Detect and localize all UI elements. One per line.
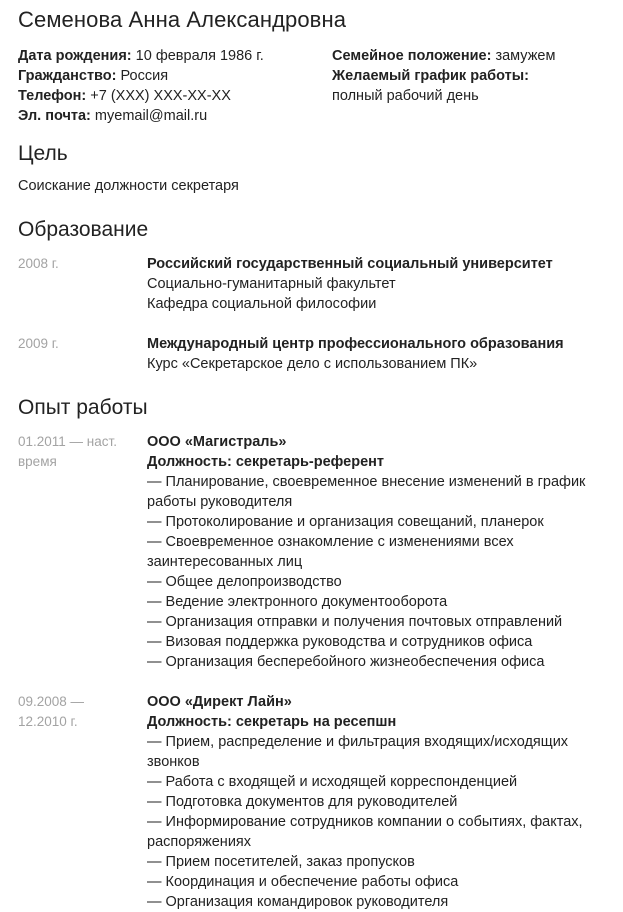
duty-line: — Работа с входящей и исходящей корреспонденцией	[147, 774, 518, 790]
work-period-end: 12.2010 г.	[18, 714, 78, 729]
schedule-value: полный рабочий день	[332, 88, 479, 104]
marital-value: замужем	[495, 48, 556, 64]
citizenship-label: Гражданство:	[18, 68, 117, 84]
duty-line: заинтересованных лиц	[147, 554, 303, 570]
duty-line: — Планирование, своевременное внесение изменений в график	[147, 474, 586, 490]
schedule-row	[332, 66, 622, 86]
education-year: 2009 г.	[18, 336, 59, 351]
email-row	[18, 106, 332, 126]
schedule-label: Желаемый график работы:	[332, 68, 529, 84]
company-name: ООО «Директ Лайн»	[147, 694, 292, 710]
personal-info-right	[332, 46, 622, 126]
duty-line: — Организация командировок руководителя	[147, 894, 449, 910]
full-name: Семенова Анна Александровна	[18, 7, 347, 32]
personal-info-left	[18, 46, 332, 126]
duty-line: работы руководителя	[147, 494, 293, 510]
duty-line: — Подготовка документов для руководителей	[147, 794, 458, 810]
work-period-end: время	[18, 454, 57, 469]
education-line: Кафедра социальной философии	[147, 296, 377, 312]
institution-name: Международный центр профессионального образования	[147, 336, 564, 352]
work-details	[147, 432, 607, 672]
work-period	[18, 432, 147, 672]
marital-row	[332, 46, 622, 66]
citizenship-value: Россия	[120, 68, 169, 84]
birth-date-label: Дата рождения:	[18, 48, 132, 64]
duty-line: звонков	[147, 754, 200, 770]
institution-name: Российский государственный социальный университет	[147, 256, 553, 272]
work-heading: Опыт работы	[18, 396, 148, 419]
phone-row	[18, 86, 332, 106]
education-year: 2008 г.	[18, 256, 59, 271]
duty-line: — Организация отправки и получения почтовых отправлений	[147, 614, 563, 630]
work-entry	[18, 692, 623, 912]
position-title: Должность: секретарь на ресепшн	[147, 714, 397, 730]
phone-value: +7 (XXX) XXX-XX-XX	[90, 88, 231, 104]
duty-line: — Визовая поддержка руководства и сотрудников офиса	[147, 634, 533, 650]
duty-line: — Организация бесперебойного жизнеобеспечения офиса	[147, 654, 545, 670]
work-period-start: 01.2011 — наст.	[18, 434, 117, 449]
education-details	[147, 254, 607, 314]
education-details	[147, 334, 607, 374]
company-name: ООО «Магистраль»	[147, 434, 287, 450]
education-line: Социально-гуманитарный факультет	[147, 276, 396, 292]
position-title: Должность: секретарь-референт	[147, 454, 384, 470]
education-entry	[18, 254, 623, 314]
duty-line: — Координация и обеспечение работы офиса	[147, 874, 459, 890]
email-label: Эл. почта:	[18, 108, 91, 124]
email-value: myemail@mail.ru	[94, 108, 208, 124]
duty-line: — Информирование сотрудников компании о событиях, фактах,	[147, 814, 583, 830]
duty-line: — Общее делопроизводство	[147, 574, 342, 590]
duty-line: — Прием посетителей, заказ пропусков	[147, 854, 415, 870]
marital-label: Семейное положение:	[332, 48, 492, 64]
phone-label: Телефон:	[18, 88, 87, 104]
duty-line: — Ведение электронного документооборота	[147, 594, 448, 610]
work-period	[18, 692, 147, 912]
goal-heading: Цель	[18, 142, 68, 165]
birth-date-value: 10 февраля 1986 г.	[135, 48, 264, 64]
education-entry	[18, 334, 623, 374]
duty-line: — Протоколирование и организация совещаний, планерок	[147, 514, 544, 530]
birth-date-row	[18, 46, 332, 66]
work-period-start: 09.2008 —	[18, 694, 85, 709]
duty-line: — Своевременное ознакомление с изменениями всех	[147, 534, 514, 550]
personal-info	[18, 46, 623, 126]
work-entry	[18, 432, 623, 672]
work-details	[147, 692, 607, 912]
duty-line: — Прием, распределение и фильтрация входящих/исходящих	[147, 734, 569, 750]
citizenship-row	[18, 66, 332, 86]
education-heading: Образование	[18, 218, 149, 241]
education-line: Курс «Секретарское дело с использованием ПК»	[147, 356, 478, 372]
duty-line: распоряжениях	[147, 834, 252, 850]
goal-text: Соискание должности секретаря	[18, 178, 239, 194]
